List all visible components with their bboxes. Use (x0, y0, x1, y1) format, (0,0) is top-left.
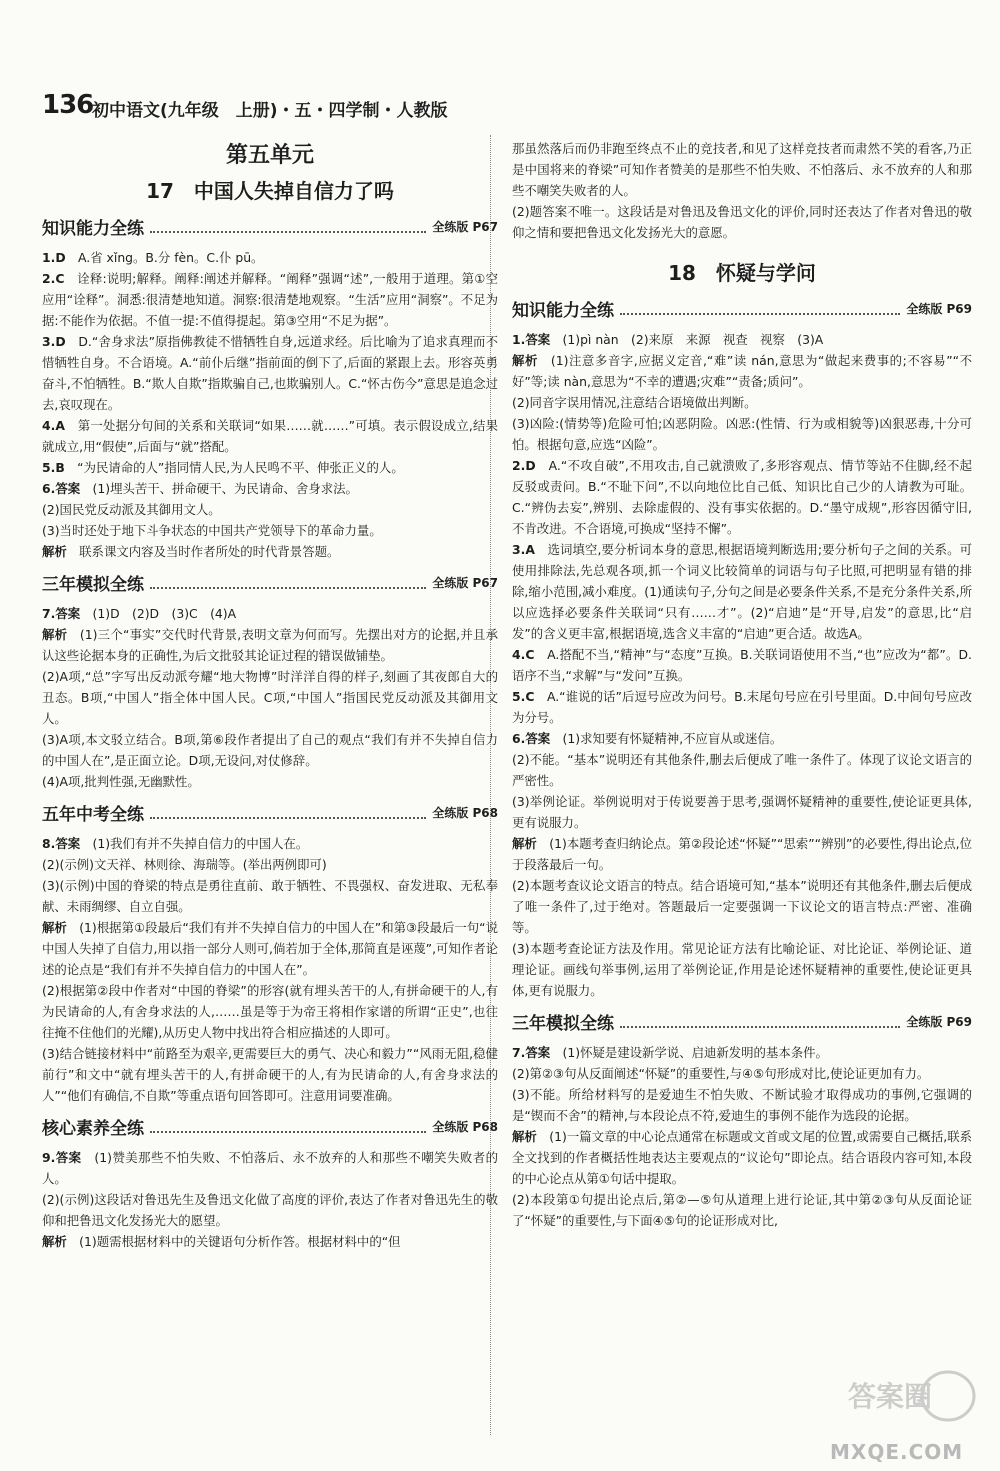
answer-paragraph (42, 729, 498, 771)
dotted-leader (150, 1121, 426, 1133)
lesson-title-18: 18 怀疑与学问 (668, 261, 816, 285)
question-number: 2.D (512, 458, 536, 473)
answer-paragraph (512, 791, 972, 833)
question-number: 7.答案 (512, 1045, 551, 1060)
answer-paragraph (512, 749, 972, 791)
left-column (42, 138, 498, 1252)
unit-title: 第五单元 (225, 143, 314, 168)
dotted-leader (150, 577, 426, 589)
paragraph-text: (2)(示例)文天祥、林则徐、海瑞等。(举出两例即可) (42, 857, 327, 872)
answer-paragraph (42, 331, 498, 415)
paragraph-text: (2)本段第①句提出论点后,第②—⑤句从道理上进行论证,其中第②③句从反面论证了“怀疑”的重要性,与下面④⑤句的论证形成对比, (512, 1192, 972, 1228)
page-header (42, 88, 522, 122)
paragraph-text: (2)题答案不唯一。这段话是对鲁迅及鲁迅文化的评价,同时还表达了作者对鲁迅的敬仰之情和要把鲁迅文化发扬光大的意愿。 (512, 204, 972, 240)
paragraph-text: A.搭配不当,“精神”与“态度”互换。B.关联词语使用不当,“也”应改为“都”。D.语序不当,“求解”与“发问”互换。 (512, 647, 972, 683)
paragraph-text: (1)埋头苦干、拼命硬干、为民请命、舍身求法。 (80, 481, 358, 496)
answer-paragraph (42, 833, 498, 854)
question-number: 9.答案 (42, 1150, 82, 1165)
section-name: 三年模拟全练 (42, 575, 144, 595)
answer-paragraph (42, 1189, 498, 1231)
answer-paragraph (42, 603, 498, 624)
header-title: 初中语文(九年级 上册)・五・四学制・人教版 (92, 101, 448, 121)
dotted-leader (150, 807, 426, 819)
answer-paragraph (512, 350, 972, 392)
right-column (512, 138, 972, 1231)
answer-paragraph (512, 1189, 972, 1231)
answer-paragraph (42, 1231, 498, 1252)
answer-paragraph (42, 854, 498, 875)
paragraph-text: (3)结合链接材料中“前路至为艰辛,更需要巨大的勇气、决心和毅力”“风雨无阻,稳健前行”和文中“就有埋头苦干的人,有拼命硬干的人,有为民请命的人,有舍身求法的人”“他们有确信,不自欺”等重点语句回答即可。注意用词要准确。 (42, 1046, 498, 1103)
section-name: 核心素养全练 (42, 1119, 144, 1139)
answer-paragraph (42, 541, 498, 562)
section-heading (512, 296, 972, 321)
paragraph-text: 联系课文内容及当时作者所处的时代背景答题。 (66, 544, 340, 559)
paragraph-text: (3)不能。所给材料写的是爱迪生不怕失败、不断试验才取得成功的事例,它强调的是“锲而不舍”的精神,与本段论点不符,爱迪生的事例不能作为选段的论据。 (512, 1087, 972, 1123)
dotted-leader (150, 221, 426, 233)
paragraph-text: A.“不攻自破”,不用攻击,自己就溃败了,多形容观点、情节等站不住脚,经不起反驳或责问。B.“不耻下问”,不以向地位比自己低、知识比自己少的人请教为可耻。C.“辨伪去妄”,辨别、去除虚假的、没有事实依据的。D.“墨守成规”,形容因循守旧,不肯改进。不合语境,可换成“坚持不懈”。 (512, 458, 972, 536)
section-heading (42, 214, 498, 239)
section-page-ref: 全练版 P68 (432, 1120, 498, 1134)
section-heading (512, 1009, 972, 1034)
answer-paragraph (512, 329, 972, 350)
answer-paragraph (42, 478, 498, 499)
dotted-leader (620, 303, 900, 315)
paragraph-text: (2)同音字误用情况,注意结合语境做出判断。 (512, 395, 757, 410)
section-name: 三年模拟全练 (512, 1014, 614, 1034)
section-name: 五年中考全练 (42, 805, 144, 825)
answer-paragraph (42, 415, 498, 457)
right-continuation (512, 138, 972, 243)
section-page-ref: 全练版 P69 (906, 1015, 972, 1029)
analysis-label: 解析 (512, 836, 537, 851)
paragraph-text: (1)注意多音字,应据义定音,“难”读 nán,意思为“做起来费事的;不容易”“不好”等;读 nàn,意思为“不幸的遭遇;灾难”“责备;质问”。 (512, 353, 973, 389)
paragraph-text: (1)根据第①段最后“我们有并不失掉自信力的中国人在”和第③段最后一句“说中国人失掉了自信力,用以指一部分人则可,倘若加于全体,那简直是诬蔑”,可知作者论述的论点是“我们有并不失掉自信力的中国人在”。 (42, 920, 498, 977)
question-number: 5.B (42, 460, 65, 475)
paragraph-text: (2)国民党反动派及其御用文人。 (42, 502, 221, 517)
dotted-leader (620, 1016, 900, 1028)
paragraph-text: (1)本题考查归纳论点。第②段论述“怀疑”“思索”“辨别”的必要性,得出论点,位于段落最后一句。 (512, 836, 972, 872)
answer-paragraph (512, 1063, 972, 1084)
answer-paragraph (512, 938, 972, 1001)
page-number: 136 (42, 90, 94, 120)
answer-stamp-logo (838, 1368, 978, 1428)
answer-paragraph (512, 728, 972, 749)
lesson-title-17: 17 中国人失掉自信力了吗 (146, 179, 394, 203)
answer-paragraph (42, 520, 498, 541)
analysis-label: 解析 (42, 1234, 67, 1249)
answer-paragraph (42, 247, 498, 268)
paragraph-text: 选词填空,要分析词本身的意思,根据语境判断选用;要分析句子之间的关系。可使用排除法,先总观各项,抓一个词义比较简单的词语与句子比照,可把明显有错的排除,缩小范围,减小难度。(1)通读句子,分句之间是必要条件关系,不是充分条件关系,所以应选择必要条件关联词“只有……才”。(2)“启迪”是“开导,启发”的意思,比“启发”的含义更丰富,根据语境,选含义丰富的“启迪”更合适。故选A。 (512, 542, 972, 641)
answer-paragraph (42, 1147, 498, 1189)
paragraph-text: 诠释:说明;解释。阐释:阐述并解释。“阐释”强调“述”,一般用于道理。第①空应用“诠释”。洞悉:很清楚地知道。洞察:很清楚地观察。“生活”应用“洞察”。不足为据:不能作为依据。不值一提:不值得提起。第③空用“不足为据”。 (42, 271, 498, 328)
question-number: 4.C (512, 647, 535, 662)
question-number: 1.答案 (512, 332, 551, 347)
paragraph-text: (1)赞美那些不怕失败、不怕落后、永不放弃的人和那些不嘲笑失败者的人。 (42, 1150, 498, 1186)
section-heading (42, 800, 498, 825)
paragraph-text: (2)本题考查议论文语言的特点。结合语境可知,“基本”说明还有其他条件,删去后便成了唯一条件了,过于绝对。答题最后一定要强调一下议论文的语言特点:严密、准确等。 (512, 878, 972, 935)
section-heading (42, 1114, 498, 1139)
question-number: 8.答案 (42, 836, 81, 851)
paragraph-text: (3)凶险:(情势等)危险可怕;凶恶阴险。凶恶:(性情、行为或相貌等)凶狠恶毒,十分可怕。根据句意,应选“凶险”。 (512, 416, 972, 452)
section-name: 知识能力全练 (512, 301, 614, 321)
answer-paragraph (42, 624, 498, 666)
question-number: 7.答案 (42, 606, 81, 621)
answer-paragraph (512, 686, 972, 728)
paragraph-text: (1)怀疑是建设新学说、启迪新发明的基本条件。 (550, 1045, 828, 1060)
section-name: 知识能力全练 (42, 219, 144, 239)
paragraph-text: (1)D (2)D (3)C (4)A (80, 606, 237, 621)
section-page-ref: 全练版 P68 (432, 806, 498, 820)
answer-paragraph (42, 268, 498, 331)
svg-text:答案圈: 答案圈 (848, 1380, 933, 1413)
paragraph-text: (1)题需根据材料中的关键语句分析作答。根据材料中的“但 (66, 1234, 401, 1249)
paragraph-text: A.省 xǐng。B.分 fèn。C.仆 pū。 (65, 250, 264, 265)
paragraph-text: (1)三个“事实”交代时代背景,表明文章为何而写。先摆出对方的论据,并且承认这些论据本身的正确性,为后文批驳其论证过程的错误做铺垫。 (42, 627, 498, 663)
answer-paragraph (512, 1126, 972, 1189)
analysis-label: 解析 (42, 627, 68, 642)
answer-paragraph (512, 392, 972, 413)
paragraph-text: (1)pì nàn (2)来原 来源 视查 视察 (3)A (550, 332, 824, 347)
section-heading (42, 570, 498, 595)
paragraph-text: (1)一篇文章的中心论点通常在标题或文首或文尾的位置,或需要自己概括,联系全文找到的作者概括性地表达主要观点的“议论句”即论点。结合语段内容可知,本段的中心论点从第①句话中提取。 (512, 1129, 973, 1186)
paragraph-text: (4)A项,批判性强,无幽默性。 (42, 774, 200, 789)
answer-paragraph (512, 455, 972, 539)
answer-paragraph (42, 917, 498, 980)
right-content (512, 296, 972, 1231)
paragraph-text: (3)A项,本文驳立结合。B项,第⑥段作者提出了自己的观点“我们有并不失掉自信力的中国人在”,是正面立论。D项,无设问,对仗修辞。 (42, 732, 498, 768)
analysis-label: 解析 (512, 353, 538, 368)
paragraph-text: “为民请命的人”指同情人民,为人民鸣不平、伸张正义的人。 (64, 460, 404, 475)
paragraph-text: 第一处据分句间的关系和关联词“如果……就……”可填。表示假设成立,结果就成立,用“假使”,后面与“就”搭配。 (42, 418, 498, 454)
left-content (42, 214, 498, 1252)
answer-paragraph (42, 499, 498, 520)
paragraph-text: (1)我们有并不失掉自信力的中国人在。 (80, 836, 309, 851)
question-number: 3.D (42, 334, 66, 349)
analysis-label: 解析 (512, 1129, 537, 1144)
question-number: 3.A (512, 542, 535, 557)
paragraph-text: (2)第②③句从反面阐述“怀疑”的重要性,与④⑤句形成对比,使论证更加有力。 (512, 1066, 930, 1081)
question-number: 1.D (42, 250, 66, 265)
answer-paragraph (42, 457, 498, 478)
site-watermark: MXQE.COM (830, 1440, 964, 1464)
paragraph-text: (1)求知要有怀疑精神,不应盲从或迷信。 (550, 731, 783, 746)
answer-paragraph (512, 833, 972, 875)
paragraph-text: 那虽然落后而仍非跑至终点不止的竞技者,和见了这样竞技者而肃然不笑的看客,乃正是中国将来的脊梁”可知作者赞美的是那些不怕失败、不怕落后、永不放弃的人和那些不嘲笑失败者的人。 (512, 141, 972, 198)
answer-paragraph (512, 201, 972, 243)
paragraph-text: (3)(示例)中国的脊梁的特点是勇往直前、敢于牺牲、不畏强权、奋发进取、无私奉献、未雨绸缪、自立自强。 (42, 878, 498, 914)
answer-paragraph (42, 771, 498, 792)
section-page-ref: 全练版 P67 (432, 220, 498, 234)
answer-paragraph (512, 875, 972, 938)
question-number: 2.C (42, 271, 65, 286)
paragraph-text: (2)A项,“总”字写出反动派夸耀“地大物博”时洋洋自得的样子,刻画了其夜郎自大的丑态。B项,“中国人”指全体中国人民。C项,“中国人”指国民党反动派及其御用文人。 (42, 669, 498, 726)
paragraph-text: A.“谁说的话”后逗号应改为问号。B.末尾句号应在引号里面。D.中间句号应改为分号。 (512, 689, 972, 725)
paragraph-text: D.“舍身求法”原指佛教徒不惜牺牲自身,远道求经。后比喻为了追求真理而不惜牺牲自身。不合语境。A.“前仆后继”指前面的倒下了,后面的紧跟上去。形容英勇奋斗,不怕牺牲。B.“欺人自欺”指欺骗自己,也欺骗别人。C.“怀古伤今”意思是追念过去,哀叹现在。 (42, 334, 498, 412)
answer-paragraph (512, 138, 972, 201)
analysis-label: 解析 (42, 920, 67, 935)
paragraph-text: (2)不能。“基本”说明还有其他条件,删去后便成了唯一条件了。体现了议论文语言的严密性。 (512, 752, 972, 788)
question-number: 5.C (512, 689, 535, 704)
question-number: 6.答案 (42, 481, 81, 496)
paragraph-text: (3)举例论证。举例说明对于传说要善于思考,强调怀疑精神的重要性,使论证更具体,更有说服力。 (512, 794, 972, 830)
question-number: 6.答案 (512, 731, 551, 746)
answer-paragraph (512, 1042, 972, 1063)
question-number: 4.A (42, 418, 65, 433)
paragraph-text: (3)本题考查论证方法及作用。常见论证方法有比喻论证、对比论证、举例论证、道理论证。画线句举事例,运用了举例论证,作用是论述怀疑精神的重要性,使论证更具体,更有说服力。 (512, 941, 972, 998)
answer-paragraph (512, 1084, 972, 1126)
paragraph-text: (2)(示例)这段话对鲁迅先生及鲁迅文化做了高度的评价,表达了作者对鲁迅先生的敬仰和把鲁迅文化发扬光大的愿望。 (42, 1192, 498, 1228)
answer-paragraph (42, 980, 498, 1043)
answer-paragraph (512, 539, 972, 644)
paragraph-text: (3)当时还处于地下斗争状态的中国共产党领导下的革命力量。 (42, 523, 382, 538)
paragraph-text: (2)根据第②段中作者对“中国的脊梁”的形容(就有埋头苦干的人,有拼命硬干的人,有为民请命的人,有舍身求法的人,……虽是等于为帝王将相作家谱的所谓“正史”,也往往掩不住他们的光耀),从历史人物中找出符合相应描述的人即可。 (42, 983, 498, 1040)
answer-paragraph (42, 875, 498, 917)
answer-paragraph (42, 1043, 498, 1106)
answer-paragraph (512, 644, 972, 686)
answer-paragraph (42, 666, 498, 729)
analysis-label: 解析 (42, 544, 67, 559)
section-page-ref: 全练版 P69 (906, 302, 972, 316)
answer-paragraph (512, 413, 972, 455)
section-page-ref: 全练版 P67 (432, 576, 498, 590)
